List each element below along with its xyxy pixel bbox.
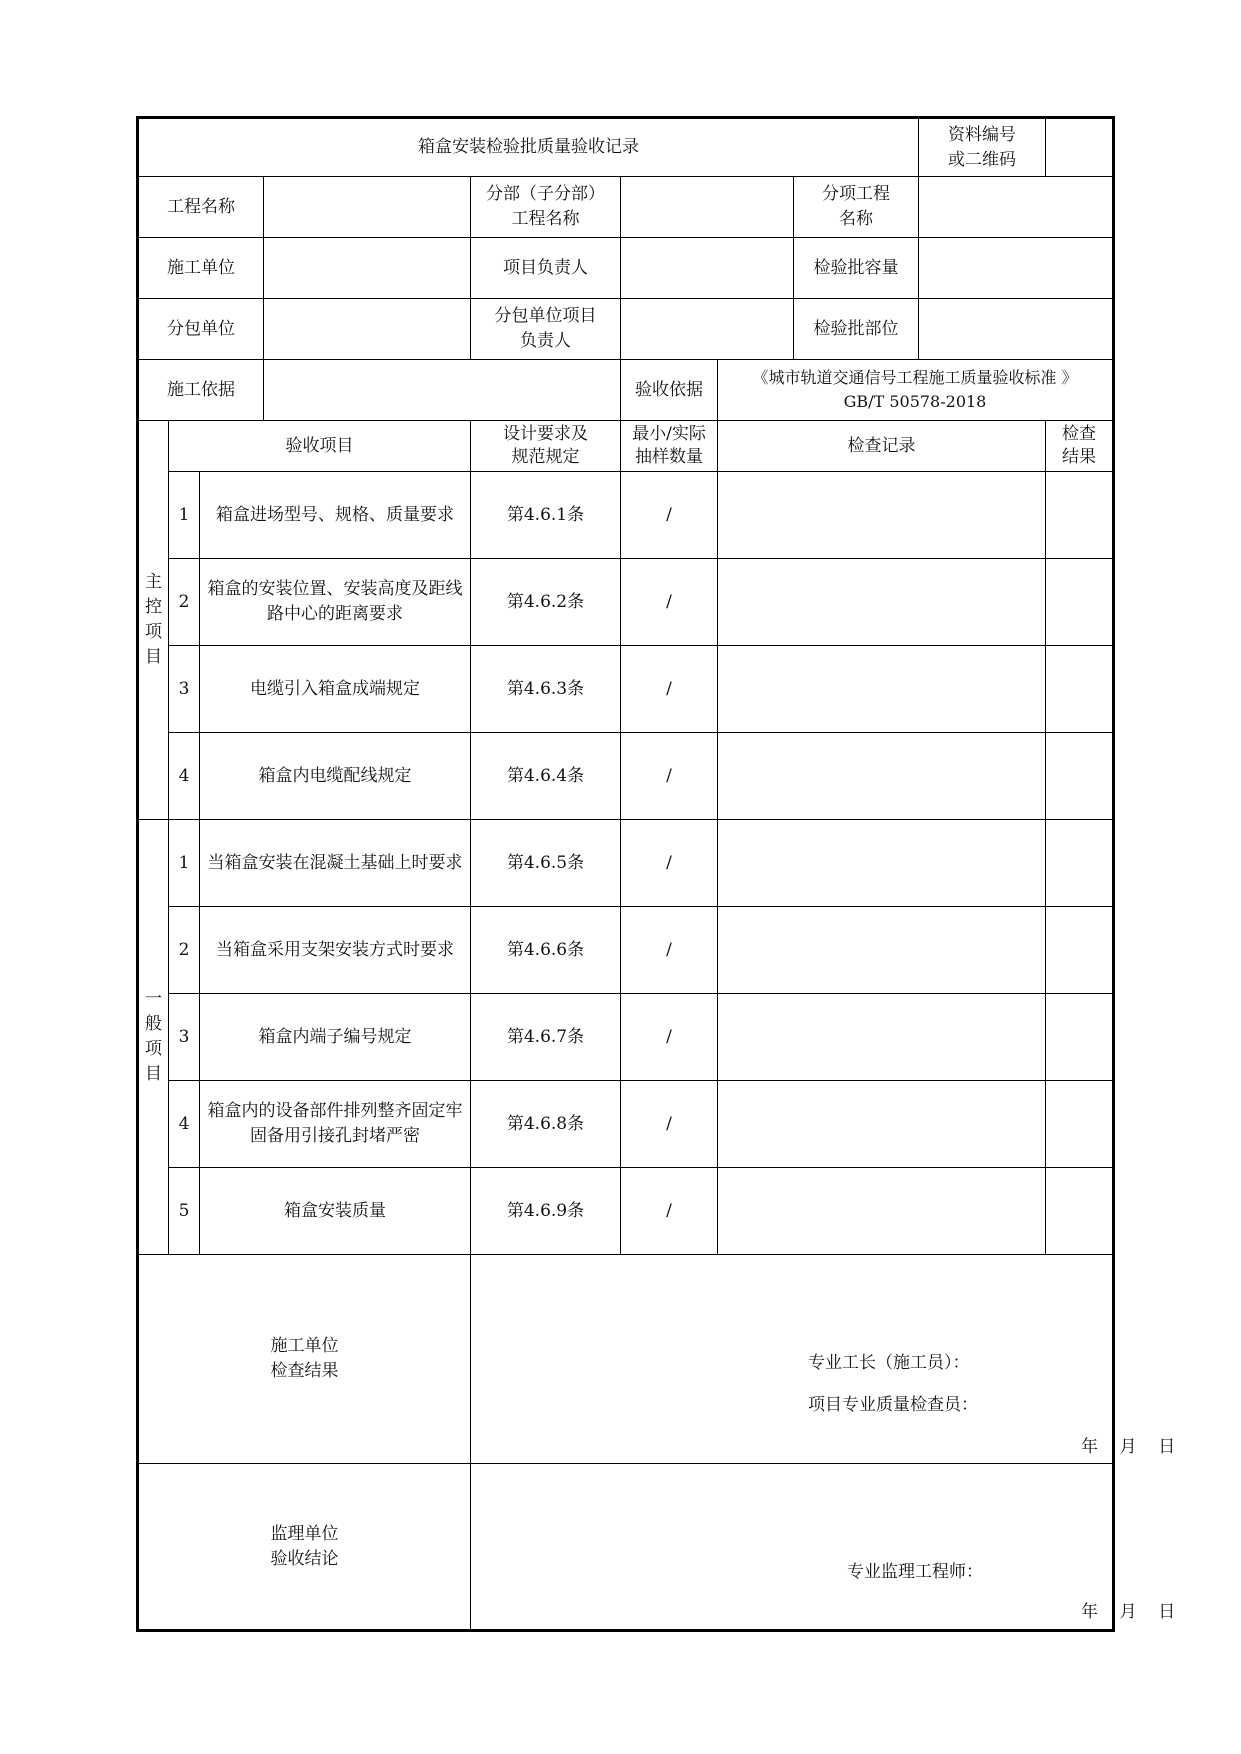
- table-row: [138, 820, 1114, 907]
- row-sample[interactable]: /: [621, 472, 718, 559]
- row-clause: 第4.6.3条: [471, 646, 621, 733]
- table-row: [138, 472, 1114, 559]
- supervision-date: 年 月 日: [1081, 1602, 1176, 1622]
- title-row: [138, 118, 1114, 177]
- row-number: 5: [169, 1168, 200, 1255]
- subcontract-manager-field[interactable]: [621, 299, 794, 360]
- col-sample-header: 最小/实际 抽样数量: [621, 421, 718, 472]
- acceptance-table: [136, 116, 1176, 1632]
- acceptance-basis-label: 验收依据: [621, 360, 718, 421]
- row-number: 4: [169, 1081, 200, 1168]
- row-result[interactable]: [1046, 733, 1114, 820]
- row-result[interactable]: [1046, 559, 1114, 646]
- row-record[interactable]: [718, 907, 1046, 994]
- acceptance-basis-value: 《城市轨道交通信号工程施工质量验收标准 》 GB/T 50578-2018: [718, 360, 1114, 421]
- row-description: 当箱盒安装在混凝土基础上时要求: [200, 820, 471, 907]
- row-clause: 第4.6.6条: [471, 907, 621, 994]
- row-description: 当箱盒采用支架安装方式时要求: [200, 907, 471, 994]
- supervision-label: 监理单位 验收结论: [138, 1464, 471, 1631]
- subcontract-unit-field[interactable]: [264, 299, 471, 360]
- construction-basis-field[interactable]: [264, 360, 621, 421]
- row-sample[interactable]: /: [621, 1168, 718, 1255]
- row-record[interactable]: [718, 472, 1046, 559]
- construction-check-label: 施工单位 检查结果: [138, 1255, 471, 1464]
- row-number: 2: [169, 907, 200, 994]
- sub-division-field[interactable]: [621, 177, 794, 238]
- row-number: 3: [169, 994, 200, 1081]
- row-record[interactable]: [718, 646, 1046, 733]
- batch-capacity-field[interactable]: [919, 238, 1114, 299]
- row-result[interactable]: [1046, 472, 1114, 559]
- batch-capacity-label: 检验批容量: [794, 238, 919, 299]
- table-row: [138, 733, 1114, 820]
- subcontract-manager-label: 分包单位项目 负责人: [471, 299, 621, 360]
- row-description: 电缆引入箱盒成端规定: [200, 646, 471, 733]
- supervision-area[interactable]: [471, 1464, 1176, 1631]
- table-row: [138, 559, 1114, 646]
- construction-unit-label: 施工单位: [138, 238, 264, 299]
- row-clause: 第4.6.9条: [471, 1168, 621, 1255]
- doc-no-label: 资料编号 或二维码: [919, 118, 1046, 177]
- row-result[interactable]: [1046, 1081, 1114, 1168]
- project-name-label: 工程名称: [138, 177, 264, 238]
- row-sample[interactable]: /: [621, 1081, 718, 1168]
- row-description: 箱盒进场型号、规格、质量要求: [200, 472, 471, 559]
- main-control-label: 主控项目: [138, 421, 169, 820]
- row-number: 1: [169, 820, 200, 907]
- basis-row: [138, 360, 1114, 421]
- col-result-header: 检查 结果: [1046, 421, 1114, 472]
- row-result[interactable]: [1046, 994, 1114, 1081]
- column-header-row: [138, 421, 1114, 472]
- row-clause: 第4.6.5条: [471, 820, 621, 907]
- row-sample[interactable]: /: [621, 907, 718, 994]
- form-title: 箱盒安装检验批质量验收记录: [138, 118, 919, 177]
- row-description: 箱盒内电缆配线规定: [200, 733, 471, 820]
- table-row: [138, 1168, 1114, 1255]
- row-record[interactable]: [718, 1081, 1046, 1168]
- table-row: [138, 1081, 1114, 1168]
- row-record[interactable]: [718, 820, 1046, 907]
- row-record[interactable]: [718, 1168, 1046, 1255]
- row-clause: 第4.6.8条: [471, 1081, 621, 1168]
- construction-unit-field[interactable]: [264, 238, 471, 299]
- construction-unit-row: [138, 238, 1114, 299]
- acceptance-form: [136, 116, 1176, 1639]
- row-clause: 第4.6.1条: [471, 472, 621, 559]
- construction-check-area[interactable]: [471, 1255, 1176, 1464]
- foreman-label: 专业工长（施工员）：: [808, 1353, 970, 1373]
- supervision-row: [138, 1464, 1114, 1631]
- row-sample[interactable]: /: [621, 994, 718, 1081]
- row-sample[interactable]: /: [621, 559, 718, 646]
- row-number: 4: [169, 733, 200, 820]
- table-row: [138, 646, 1114, 733]
- row-clause: 第4.6.2条: [471, 559, 621, 646]
- row-result[interactable]: [1046, 646, 1114, 733]
- row-record[interactable]: [718, 733, 1046, 820]
- subcontract-unit-row: [138, 299, 1114, 360]
- row-result[interactable]: [1046, 907, 1114, 994]
- sub-division-label: 分部（子分部） 工程名称: [471, 177, 621, 238]
- row-number: 2: [169, 559, 200, 646]
- project-name-row: [138, 177, 1114, 238]
- project-manager-field[interactable]: [621, 238, 794, 299]
- row-sample[interactable]: /: [621, 733, 718, 820]
- construction-date: 年 月 日: [1081, 1437, 1176, 1457]
- construction-basis-label: 施工依据: [138, 360, 264, 421]
- row-sample[interactable]: /: [621, 646, 718, 733]
- subcontract-unit-label: 分包单位: [138, 299, 264, 360]
- doc-no-field[interactable]: [1046, 118, 1114, 177]
- construction-check-row: [138, 1255, 1114, 1464]
- row-description: 箱盒内的设备部件排列整齐固定牢固备用引接孔封堵严密: [200, 1081, 471, 1168]
- quality-inspector-label: 项目专业质量检查员：: [808, 1395, 978, 1415]
- project-name-field[interactable]: [264, 177, 471, 238]
- sub-item-field[interactable]: [919, 177, 1114, 238]
- row-sample[interactable]: /: [621, 820, 718, 907]
- general-label: 一般项目: [138, 820, 169, 1255]
- supervision-engineer-label: 专业监理工程师：: [847, 1562, 983, 1582]
- row-result[interactable]: [1046, 820, 1114, 907]
- col-item-header: 验收项目: [169, 421, 471, 472]
- row-record[interactable]: [718, 559, 1046, 646]
- table-row: [138, 994, 1114, 1081]
- row-record[interactable]: [718, 994, 1046, 1081]
- batch-location-field[interactable]: [919, 299, 1114, 360]
- row-description: 箱盒安装质量: [200, 1168, 471, 1255]
- row-clause: 第4.6.4条: [471, 733, 621, 820]
- col-design-header: 设计要求及 规范规定: [471, 421, 621, 472]
- row-number: 3: [169, 646, 200, 733]
- row-result[interactable]: [1046, 1168, 1114, 1255]
- row-clause: 第4.6.7条: [471, 994, 621, 1081]
- col-record-header: 检查记录: [718, 421, 1046, 472]
- row-number: 1: [169, 472, 200, 559]
- row-description: 箱盒内端子编号规定: [200, 994, 471, 1081]
- batch-location-label: 检验批部位: [794, 299, 919, 360]
- row-description: 箱盒的安装位置、安装高度及距线路中心的距离要求: [200, 559, 471, 646]
- sub-item-label: 分项工程 名称: [794, 177, 919, 238]
- project-manager-label: 项目负责人: [471, 238, 621, 299]
- table-row: [138, 907, 1114, 994]
